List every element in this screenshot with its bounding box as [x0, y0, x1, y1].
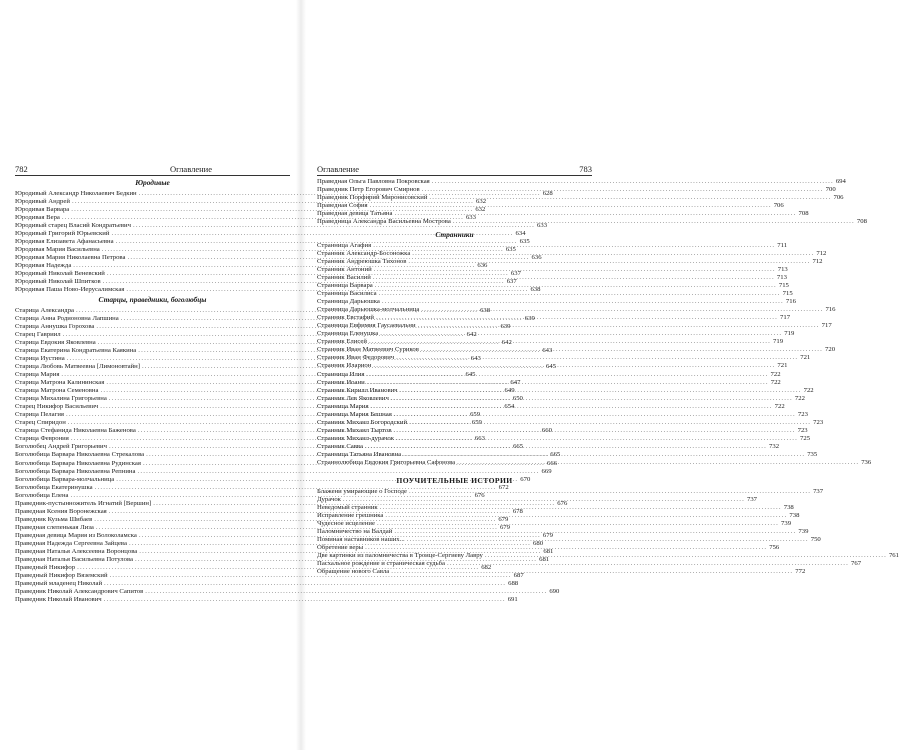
toc-entry-title: Странник Савва	[317, 442, 363, 450]
toc-entry-title: Юродивая Елизавета Афанасьевна	[15, 237, 114, 245]
toc-entry-page: 722	[770, 378, 781, 386]
toc-entry-page: 700	[825, 186, 836, 194]
toc-entry	[317, 306, 836, 314]
dot-leader	[371, 403, 773, 411]
dot-leader	[403, 451, 805, 459]
toc-entry-title: Старица Феврония	[15, 435, 69, 443]
toc-entry-title: Юродивая Мария Николаевна Петрова	[15, 253, 126, 261]
dot-leader	[377, 520, 779, 528]
toc-entry-title: Странник Евстафий	[317, 314, 374, 322]
toc-entry-page: 649	[504, 387, 515, 395]
toc-entry-page: 706	[833, 194, 844, 202]
toc-entry-page: 645	[465, 370, 476, 378]
toc-entry-title: Старица Матрона Калининская	[15, 379, 105, 387]
dot-leader	[370, 202, 772, 210]
toc-entry-title: Боголюбец Андрей Григорьевич	[15, 443, 108, 451]
toc-entry-title: Паломничество на Валдай	[317, 527, 393, 535]
toc-entry-title: Праведница Александра Васильевна Мострова	[317, 218, 451, 226]
toc-entry-title: Старица Любовь Матвеевна [Лимоновтайн]	[15, 362, 140, 370]
toc-entry-page: 634	[515, 229, 526, 237]
dot-leader	[396, 354, 798, 362]
dot-leader	[376, 314, 778, 322]
toc-entry-page: 711	[777, 241, 788, 249]
toc-entry-title: Праведник Петр Егорович Смирнов	[317, 186, 420, 194]
toc-entry-page: 737	[813, 487, 824, 495]
toc-entry-page: 666	[547, 459, 558, 467]
toc-entry-title: Странница Агафия	[317, 241, 372, 249]
toc-entry-title: Старица Евдокия Яковлевна	[15, 338, 96, 346]
toc-entry	[317, 330, 795, 338]
toc-entry-title: Старица Мария	[15, 370, 60, 378]
dot-leader	[104, 596, 506, 604]
toc-entry-page: 639	[524, 314, 535, 322]
toc-entry-title: Юродивая Надежда	[15, 261, 72, 269]
dot-leader	[380, 504, 782, 512]
toc-entry-title: Обретение веры	[317, 543, 364, 551]
toc-entry-page: 723	[813, 418, 824, 426]
toc-entry-page: 772	[795, 568, 806, 576]
toc-entry-page: 756	[769, 543, 780, 551]
section-heading: Юродивые	[135, 178, 170, 187]
toc-entry-title: Странница Дарьюшка-молчальница	[317, 306, 420, 314]
toc-entry-page: 680	[533, 539, 544, 547]
toc-entry-page: 717	[780, 314, 791, 322]
toc-entry-title: Чудесное исцеление	[317, 519, 375, 527]
section-heading: Старцы, праведники, боголюбцы	[98, 295, 207, 305]
dot-leader	[375, 282, 777, 290]
toc-entry-title: Юродивая Мария Васильевна	[15, 245, 100, 253]
toc-entry-title: Странница Евфимия Гаусаевальни	[317, 322, 416, 330]
toc-entry	[317, 322, 832, 330]
toc-entry-title: Странник Иван Федорович	[317, 354, 395, 362]
toc-entry	[317, 568, 806, 576]
dot-leader	[369, 338, 771, 346]
toc-entry-title: Старица Екатерина Кондратьевна Каякина	[15, 346, 137, 354]
toc-entry-page: 713	[776, 273, 787, 281]
toc-entry	[15, 580, 519, 588]
dot-leader	[367, 379, 769, 387]
toc-entry-title: Странница Варвара	[317, 282, 373, 290]
toc-entry-page: 721	[800, 354, 811, 362]
dot-leader	[374, 266, 776, 274]
toc-entry-page: 735	[807, 451, 818, 458]
toc-entry-page: 715	[778, 282, 789, 290]
toc-entry-title: Странник Иоанн	[317, 378, 365, 386]
toc-entry-page: 694	[835, 178, 846, 185]
toc-entry-page: 681	[539, 556, 550, 564]
right-header-title: Оглавление	[317, 164, 359, 174]
dot-leader	[408, 258, 810, 266]
toc-entry-page: 721	[777, 362, 788, 370]
toc-entry-page: 725	[800, 434, 811, 442]
toc-entry-title: Пасхальное рождение и страническая судьба	[317, 560, 445, 568]
toc-entry-page: 715	[782, 290, 793, 298]
toc-entry	[317, 298, 796, 306]
toc-entry-page: 739	[781, 519, 792, 527]
toc-entry-page: 722	[770, 370, 781, 378]
toc-entry-title: Боголюбица Варвара Николаевна Репнина	[15, 467, 136, 475]
dot-leader	[429, 194, 831, 202]
dot-leader	[104, 580, 506, 588]
dot-leader	[366, 371, 768, 379]
toc-entry-page: 672	[498, 483, 509, 491]
toc-entry-page: 720	[825, 346, 836, 354]
dot-leader	[418, 322, 820, 330]
toc-entry-title: Дурачок	[317, 495, 341, 503]
dot-leader	[391, 395, 793, 403]
toc-entry-title: Неведомый странник	[317, 503, 378, 511]
dot-leader	[422, 186, 824, 194]
toc-entry-page: 654	[504, 403, 515, 411]
toc-entry-page: 687	[513, 572, 524, 580]
toc-entry-title: Праведник Николай Иванович	[15, 596, 102, 604]
toc-entry-page: 679	[542, 531, 553, 539]
toc-entry	[317, 354, 811, 362]
toc-entry	[317, 378, 781, 387]
toc-entry	[317, 394, 805, 403]
toc-entry	[317, 186, 836, 194]
toc-entry-title: Странница Мария	[317, 402, 369, 410]
toc-entry-page: 638	[480, 306, 491, 314]
toc-entry-title: Странник Елисей	[317, 338, 367, 346]
toc-entry-page: 665	[513, 443, 524, 451]
toc-entry-title: Юродивый Николай Веневский	[15, 269, 105, 277]
toc-entry	[317, 338, 784, 346]
toc-entry-title: Праведный младенец Николай	[15, 580, 103, 588]
dot-leader	[380, 330, 782, 338]
toc-entry-title: Старица Александра	[15, 306, 75, 314]
toc-entry-page: 663	[474, 435, 485, 443]
toc-entry-page: 722	[774, 402, 785, 410]
dot-leader	[421, 346, 823, 354]
section-heading: ПОУЧИТЕЛЬНЫЕ ИСТОРИИ	[396, 476, 513, 486]
toc-entry-page: 647	[510, 379, 521, 387]
dot-leader	[412, 250, 814, 258]
toc-entry-page: 660	[541, 427, 552, 435]
toc-entry-page: 739	[798, 527, 809, 535]
toc-entry-page: 637	[510, 269, 521, 277]
toc-entry-page: 737	[746, 495, 757, 503]
toc-entry-page: 669	[541, 467, 552, 475]
toc-entry-title: Боголюбица Елена	[15, 491, 69, 499]
dot-leader	[394, 528, 796, 536]
left-header-title: Оглавление	[170, 164, 212, 174]
dot-leader	[421, 306, 823, 314]
toc-entry-title: Праведная Ксения Воронежская	[15, 507, 107, 515]
toc-entry-page: 716	[785, 298, 796, 306]
right-page	[317, 163, 899, 576]
toc-entry-title: Юродивый Григорий Юрьевский	[15, 229, 110, 237]
toc-entry-page: 738	[783, 503, 794, 511]
toc-entry-title: Праведная Надежда Сергеевна Зайцева	[15, 539, 127, 547]
toc-entry-title: Боголюбица Варвара-молчальница	[15, 475, 115, 483]
toc-entry-page: 681	[543, 548, 554, 556]
toc-entry-page: 628	[542, 189, 553, 197]
toc-entry-title: Странница Дарьюшка	[317, 298, 380, 306]
dot-leader	[373, 274, 775, 282]
toc-entry-title: Старец Никифор Васильевич	[15, 403, 99, 411]
toc-entry-page: 638	[530, 286, 541, 294]
toc-entry-page: 723	[797, 410, 808, 418]
toc-entry-title: Старица Стефанида Николаевна Баженова	[15, 427, 136, 435]
toc-entry	[317, 362, 788, 370]
toc-entry-title: Праведная девица Мария из Волоколамска	[15, 531, 137, 539]
toc-entry-page: 643	[542, 346, 553, 354]
toc-entry-title: Странник Михаил Тыртов	[317, 426, 392, 434]
right-toc-content	[317, 178, 899, 576]
toc-entry-title: Старец Гавриил	[15, 330, 61, 338]
toc-entry-page: 708	[798, 210, 809, 218]
toc-entry	[317, 386, 814, 395]
toc-entry-page: 712	[812, 257, 823, 265]
toc-entry-page: 690	[549, 588, 560, 596]
toc-entry-page: 682	[481, 564, 492, 572]
dot-leader	[391, 568, 793, 576]
right-running-header	[317, 163, 592, 176]
toc-entry-page: 679	[498, 515, 509, 523]
dot-leader	[373, 242, 775, 250]
dot-leader	[365, 544, 767, 552]
dot-leader	[400, 387, 802, 395]
toc-entry-title: Старица Матрона Семеновна	[15, 387, 99, 395]
toc-entry-title: Юродивый Николай Шпитков	[15, 278, 101, 286]
dot-leader	[447, 560, 849, 568]
toc-entry-page: 738	[789, 511, 800, 519]
dot-leader	[145, 588, 547, 596]
toc-entry-title: Страннолюбица Евдокия Григорьевна Сафонова	[317, 459, 456, 467]
toc-entry-page: 639	[500, 322, 511, 330]
toc-entry-title: Странница Татьяна Ивановна	[317, 451, 402, 458]
toc-entry-title: Праведник Порфирий Миронисовский	[317, 194, 428, 202]
dot-leader	[394, 427, 796, 435]
toc-entry-title: Старица Иустина	[15, 354, 65, 362]
toc-entry-page: 635	[505, 245, 516, 253]
toc-entry-page: 665	[550, 451, 561, 459]
dot-leader	[396, 435, 798, 443]
toc-entry	[317, 402, 785, 411]
toc-entry-title: Блажени умирающие о Господе	[317, 487, 408, 495]
toc-entry	[317, 434, 811, 443]
dot-leader	[485, 552, 887, 560]
dot-leader	[453, 218, 855, 226]
toc-entry	[317, 442, 780, 451]
toc-entry	[317, 314, 791, 322]
toc-entry-page: 642	[466, 330, 477, 338]
toc-entry-title: Странник Михаил Богородский	[317, 418, 408, 426]
dot-leader	[385, 512, 787, 520]
toc-entry-title: Странница Мария Бешная	[317, 410, 392, 418]
toc-entry-page: 722	[794, 394, 805, 402]
toc-entry	[317, 370, 781, 379]
toc-entry-title: Странник Василий	[317, 273, 371, 281]
toc-entry	[317, 551, 899, 560]
toc-entry-page: 633	[465, 213, 476, 221]
toc-entry	[317, 210, 809, 218]
toc-entry-page: 636	[531, 253, 542, 261]
toc-entry-page: 716	[825, 306, 836, 314]
toc-entry	[317, 202, 784, 210]
dot-leader	[432, 178, 834, 186]
toc-entry	[317, 218, 867, 226]
toc-entry-title: Праведник Кузьма Шибаев	[15, 515, 93, 523]
toc-entry-title: Странник Иларион	[317, 362, 372, 370]
toc-entry-title: Юродивый Андрей	[15, 197, 70, 205]
toc-entry-title: Юродивый старец Власий Кондратьевич	[15, 221, 131, 229]
toc-entry-title: Праведный Никифор	[15, 564, 76, 572]
toc-entry-title: Странник Иван Матвеевич Суриков	[317, 346, 419, 354]
toc-entry	[317, 346, 836, 354]
toc-entry-page: 642	[501, 338, 512, 346]
toc-entry-page: 712	[816, 249, 827, 257]
toc-entry-page: 722	[803, 386, 814, 394]
toc-entry-page: 706	[773, 202, 784, 210]
toc-entry-title: Старица Аннушка Горохова	[15, 322, 95, 330]
toc-entry-title: Странник Кирилл Иванович	[317, 386, 398, 394]
toc-entry-title: Праведная слепенькая Лиза	[15, 523, 94, 531]
left-page-number: 782	[15, 164, 28, 174]
toc-entry-page: 736	[861, 459, 872, 467]
toc-entry	[317, 451, 818, 459]
toc-entry-title: Юродивая Варвара	[15, 205, 70, 213]
toc-entry-page: 723	[797, 426, 808, 434]
toc-entry-page: 688	[508, 580, 519, 588]
toc-entry-title: Странница Василиса	[317, 290, 377, 298]
toc-entry-page: 676	[474, 491, 485, 499]
toc-entry	[317, 426, 808, 435]
toc-entry	[15, 588, 560, 596]
dot-leader	[409, 419, 811, 427]
toc-entry-title: Праведник-пустынножитель Игнатий [Вершин]	[15, 499, 152, 507]
toc-entry-page: 636	[477, 261, 488, 269]
toc-entry-page: 637	[506, 278, 517, 286]
toc-entry-title: Странник Лев Яковлевич	[317, 394, 389, 402]
dot-leader	[343, 496, 745, 504]
toc-entry-page: 767	[851, 560, 862, 568]
toc-entry	[317, 418, 824, 427]
toc-entry-title: Праведная София	[317, 202, 368, 210]
toc-entry-page: 678	[512, 507, 523, 515]
toc-entry-title: Обращение нового Савла	[317, 568, 390, 576]
dot-leader	[409, 488, 811, 496]
toc-entry-page: 643	[470, 354, 481, 362]
dot-leader	[457, 459, 859, 467]
toc-entry-page: 691	[507, 596, 518, 604]
toc-entry-page: 719	[784, 330, 795, 338]
toc-entry-page: 635	[519, 237, 530, 245]
toc-entry-title: Странник Антоний	[317, 265, 372, 273]
toc-entry-title: Юродивый Александр Николаевич Бедкин	[15, 189, 137, 197]
toc-entry-page: 713	[777, 265, 788, 273]
toc-entry-page: 750	[810, 535, 821, 543]
dot-leader	[394, 411, 796, 419]
toc-entry-page: 676	[557, 499, 568, 507]
spacer	[317, 226, 592, 229]
toc-entry-title: Странница Еленушка	[317, 330, 379, 338]
dot-leader	[394, 210, 796, 218]
toc-entry	[317, 290, 793, 298]
toc-entry-page: 717	[821, 322, 832, 330]
toc-entry	[317, 194, 844, 202]
toc-entry-title: Праведная девица Татьяна	[317, 210, 393, 218]
toc-entry-title: Исправление грешника	[317, 511, 384, 519]
toc-entry	[15, 596, 518, 604]
toc-entry-page: 650	[512, 395, 523, 403]
dot-leader	[382, 298, 784, 306]
toc-entry	[317, 410, 808, 419]
dot-leader	[407, 536, 809, 544]
toc-entry-title: Юродивая Паша Ново-Иерусалимская	[15, 286, 125, 294]
left-running-header	[15, 163, 290, 176]
toc-entry	[317, 282, 789, 290]
toc-entry-title: Боголюбица Варвара Николаевна Стрекалова	[15, 451, 145, 459]
toc-entry-title: Праведная Наталья Васильевна Потулова	[15, 556, 134, 564]
toc-entry-title: Старица Михалина Григорьевна	[15, 395, 107, 403]
toc-entry-title: Поминая наставников наших...	[317, 535, 405, 543]
section-heading: Странники	[435, 230, 474, 240]
toc-entry-title: Странник Михаил-дурачок	[317, 434, 394, 442]
toc-entry-title: Странник Андреюшка Тихонов	[317, 257, 407, 265]
toc-entry-title: Странник Александр-Босоножка	[317, 249, 411, 257]
toc-entry-page: 761	[888, 551, 899, 559]
toc-entry-title: Две картинки из паломничества в Троице-Сергиеву Лавру	[317, 551, 483, 559]
toc-entry-page: 708	[856, 218, 867, 226]
toc-entry-title: Старец Спиридон	[15, 419, 66, 427]
toc-entry	[15, 467, 552, 476]
toc-entry-title: Странница Илия	[317, 370, 365, 378]
dot-leader	[373, 362, 775, 370]
toc-entry-page: 632	[476, 197, 487, 205]
toc-entry	[317, 560, 862, 568]
toc-entry-title: Боголюбица Екатеринушка	[15, 483, 93, 491]
toc-entry-page: 719	[773, 338, 784, 346]
toc-entry-page: 633	[537, 221, 548, 229]
toc-entry-page: 732	[769, 442, 780, 450]
toc-entry-title: Праведный Никифор Вяземский	[15, 572, 108, 580]
right-page-number: 783	[579, 164, 592, 174]
toc-entry-title: Старица Анна Родионовна Лапшина	[15, 314, 119, 322]
toc-entry-title: Праведная Наталья Алексеевна Воронцова	[15, 548, 138, 556]
toc-entry-title: Старица Пелагия	[15, 411, 64, 419]
toc-entry-page: 632	[475, 205, 486, 213]
toc-entry-page: 659	[470, 411, 481, 419]
toc-entry	[317, 178, 846, 186]
toc-entry-page: 659	[471, 419, 482, 427]
toc-entry-page: 679	[499, 523, 510, 531]
dot-leader	[365, 443, 767, 451]
toc-entry-title: Праведная Ольга Павловна Покровская	[317, 178, 430, 185]
toc-entry	[317, 459, 872, 467]
toc-entry-page: 670	[520, 475, 531, 483]
toc-entry-title: Юродивая Вера	[15, 213, 60, 221]
toc-entry-title: Праведник Николай Александрович Сапитов	[15, 588, 144, 596]
dot-leader	[379, 290, 781, 298]
toc-entry-page: 645	[546, 362, 557, 370]
toc-entry-title: Боголюбица Варвара Николаевна Рудинская	[15, 459, 141, 467]
